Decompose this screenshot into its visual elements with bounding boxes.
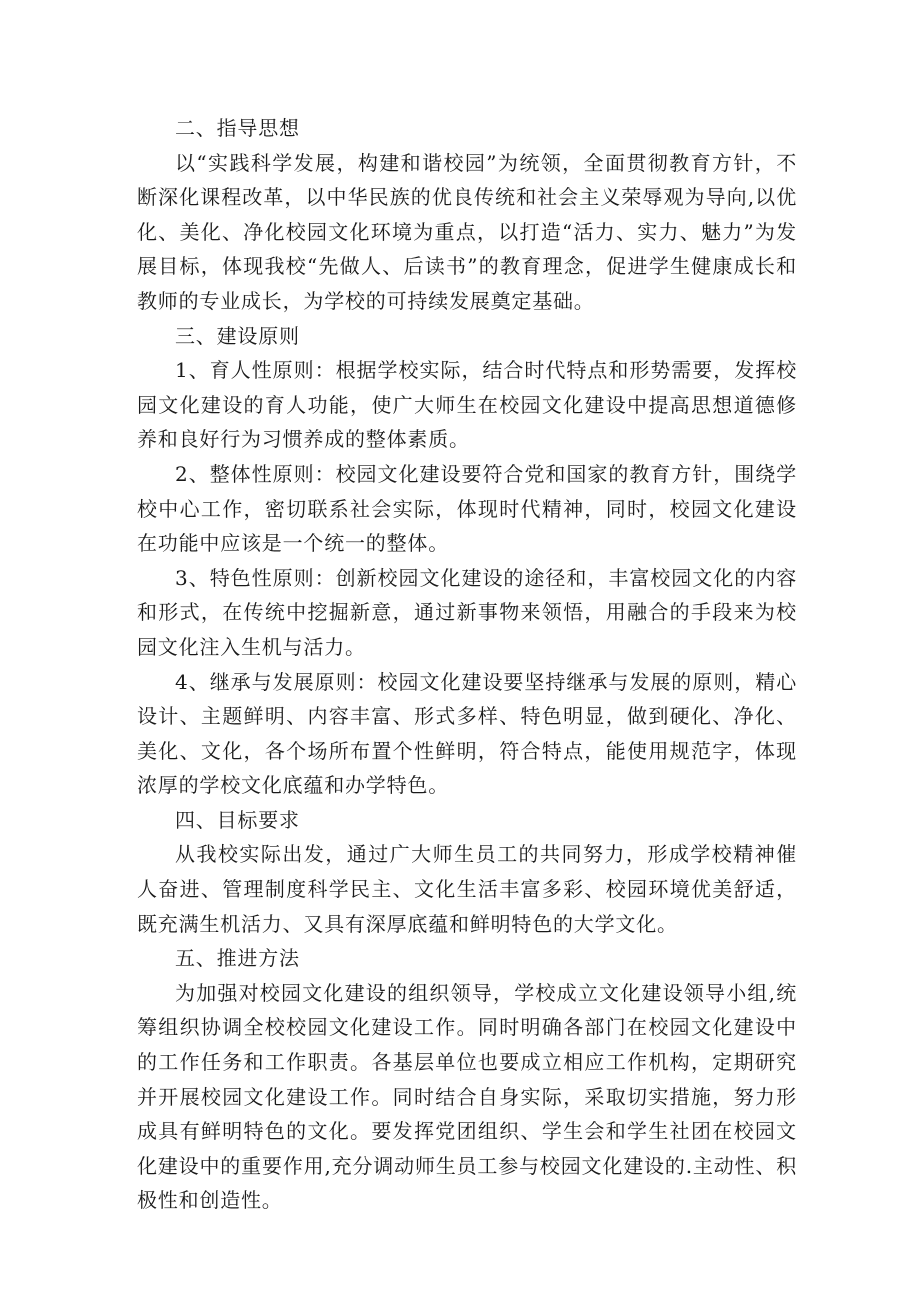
section-heading: 三、建设原则 [175, 323, 300, 348]
paragraph: 2、整体性原则：校园文化建设要符合党和国家的教育方针，围绕学校中心工作，密切联系社会实际，体现时代精神，同时，校园文化建设在功能中应该是一个统一的整体。 [137, 461, 797, 556]
section-methods [137, 941, 797, 1218]
section-guiding-ideology [137, 111, 797, 319]
paragraph: 为加强对校园文化建设的组织领导，学校成立文化建设领导小组,统筹组织协调全校校园文化建设工作。同时明确各部门在校园文化建设中的工作任务和工作职责。各基层单位也要成立相应工作机构，定期研究并开展校园文化建设工作。同时结合自身实际，采取切实措施，努力形成具有鲜明特色的文化。要发挥党团组织、学生会和学生社团在校园文化建设中的重要作用,充分调动师生员工参与校园文化建设的.主动性、积极性和创造性。 [137, 980, 797, 1213]
section-goals [137, 803, 797, 941]
document-body [137, 111, 797, 1218]
section-heading: 五、推进方法 [175, 946, 300, 971]
section-heading: 二、指导思想 [175, 116, 300, 140]
paragraph: 从我校实际出发，通过广大师生员工的共同努力，形成学校精神催人奋进、管理制度科学民主、文化生活丰富多彩、校园环境优美舒适，既充满生机活力、又具有深厚底蕴和鲜明特色的大学文化。 [137, 842, 797, 936]
section-construction-principles [137, 319, 797, 803]
section-heading: 四、目标要求 [175, 807, 300, 832]
paragraph: 3、特色性原则：创新校园文化建设的途径和，丰富校园文化的内容和形式，在传统中挖掘新意，通过新事物来领悟，用融合的手段来为校园文化注入生机与活力。 [137, 565, 797, 659]
paragraph: 1、育人性原则：根据学校实际，结合时代特点和形势需要，发挥校园文化建设的育人功能，使广大师生在校园文化建设中提高思想道德修养和良好行为习惯养成的整体素质。 [137, 358, 797, 452]
paragraph: 以“实践科学发展，构建和谐校园”为统领，全面贯彻教育方针，不断深化课程改革，以中华民族的优良传统和社会主义荣辱观为导向,以优化、美化、净化校园文化环境为重点，以打造“活力、实力、魅力”为发展目标，体现我校“先做人、后读书”的教育理念，促进学生健康成长和教师的专业成长，为学校的可持续发展奠定基础。 [137, 150, 797, 313]
paragraph: 4、继承与发展原则：校园文化建设要坚持继承与发展的原则，精心设计、主题鲜明、内容丰富、形式多样、特色明显，做到硬化、净化、美化、文化，各个场所布置个性鲜明，符合特点，能使用规范字，体现浓厚的学校文化底蕴和办学特色。 [137, 669, 797, 798]
